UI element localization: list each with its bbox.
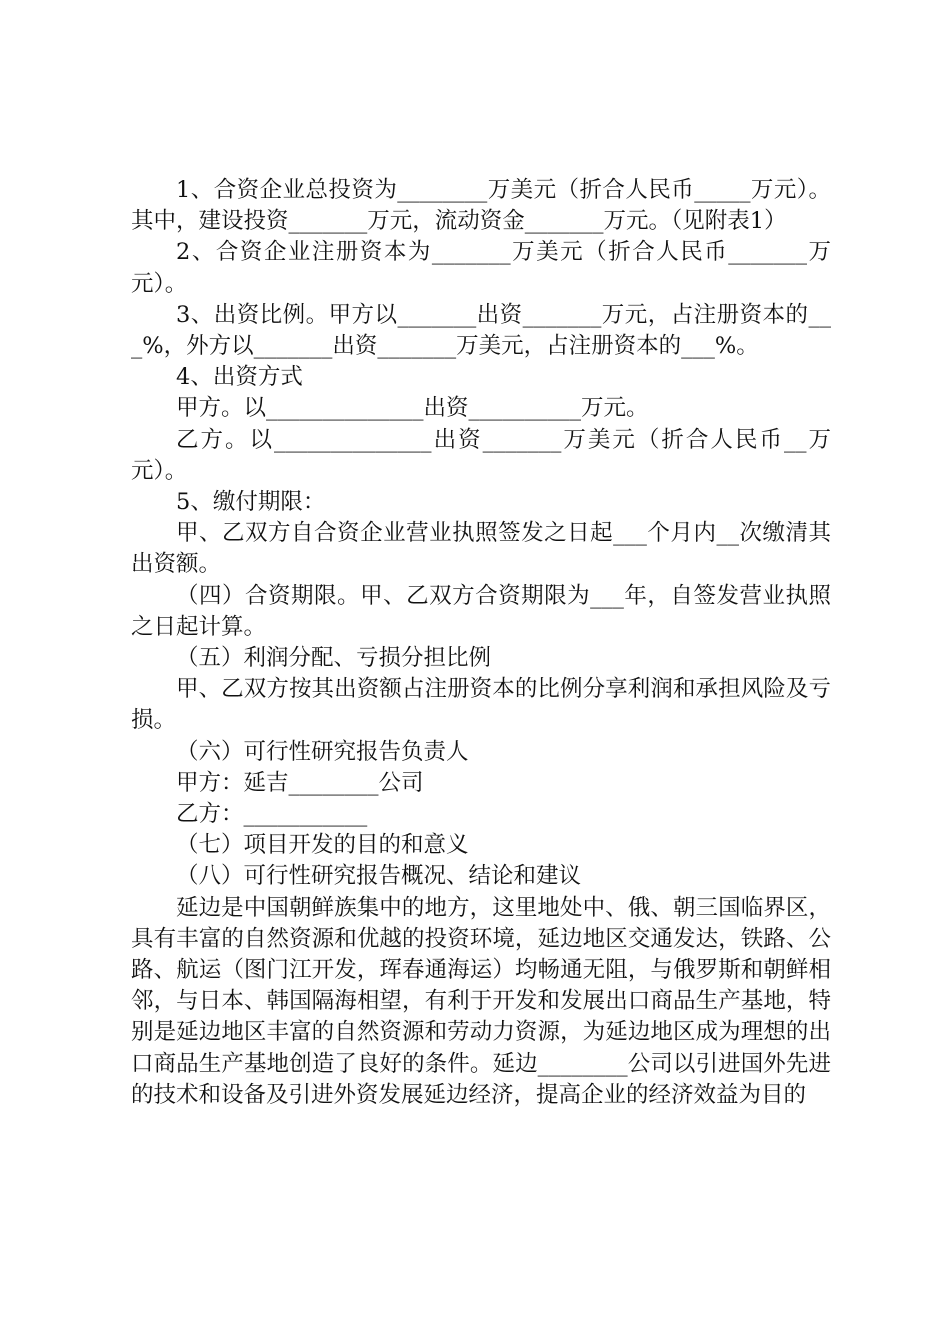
- paragraph-total-investment: 1、合资企业总投资为________万美元（折合人民币_____万元）。其中，建设投资_______万元，流动资金_______万元。（见附表1）: [131, 177, 831, 235]
- paragraph-party-a-contribution: 甲方。以______________出资__________万元。: [176, 395, 649, 422]
- paragraph-yanbian-description: 延边是中国朝鲜族集中的地方，这里地处中、俄、朝三国临界区，具有丰富的自然资源和优越的投资环境，延边地区交通发达，铁路、公路、航运（图门江开发，珲春通海运）均畅通无阻，与俄罗斯和朝鲜相邻，与日本、韩国隔海相望，有利于开发和发展出口商品生产基地，特别是延边地区丰富的自然资源和劳动力资源，为延边地区成为理想的出口商品生产基地创造了良好的条件。延边________公司以引进国外先进的技术和设备及引进外资发展延边经济，提高企业的经济效益为目的: [131, 894, 831, 1108]
- paragraph-payment-period: 5、缴付期限：: [176, 489, 326, 516]
- paragraph-project-purpose: （七）项目开发的目的和意义: [176, 832, 469, 859]
- paragraph-contribution-method: 4、出资方式: [176, 364, 303, 391]
- paragraph-party-b-contribution: 乙方。以______________出资_______万美元（折合人民币__万元）。: [131, 426, 831, 484]
- paragraph-registered-capital: 2、合资企业注册资本为_______万美元（折合人民币_______万元）。: [131, 239, 831, 297]
- paragraph-payment-detail: 甲、乙双方自合资企业营业执照签发之日起___个月内__次缴清其出资额。: [131, 520, 831, 578]
- paragraph-profit-sharing-detail: 甲、乙双方按其出资额占注册资本的比例分享利润和承担风险及亏损。: [131, 676, 831, 734]
- paragraph-report-overview: （八）可行性研究报告概况、结论和建议: [176, 863, 582, 890]
- paragraph-party-a-name: 甲方：延吉________公司: [176, 769, 424, 796]
- paragraph-contribution-ratio: 3、出资比例。甲方以_______出资_______万元，占注册资本的___%，外方以_______出资_______万美元，占注册资本的___%。: [131, 301, 831, 360]
- paragraph-joint-venture-term: （四）合资期限。甲、乙双方合资期限为___年，自签发营业执照之日起计算。: [131, 582, 831, 640]
- paragraph-profit-distribution: （五）利润分配、亏损分担比例: [176, 645, 492, 672]
- paragraph-report-responsible: （六）可行性研究报告负责人: [176, 738, 469, 765]
- document-body: [131, 175, 831, 1111]
- paragraph-party-b-name: 乙方：___________: [176, 801, 368, 828]
